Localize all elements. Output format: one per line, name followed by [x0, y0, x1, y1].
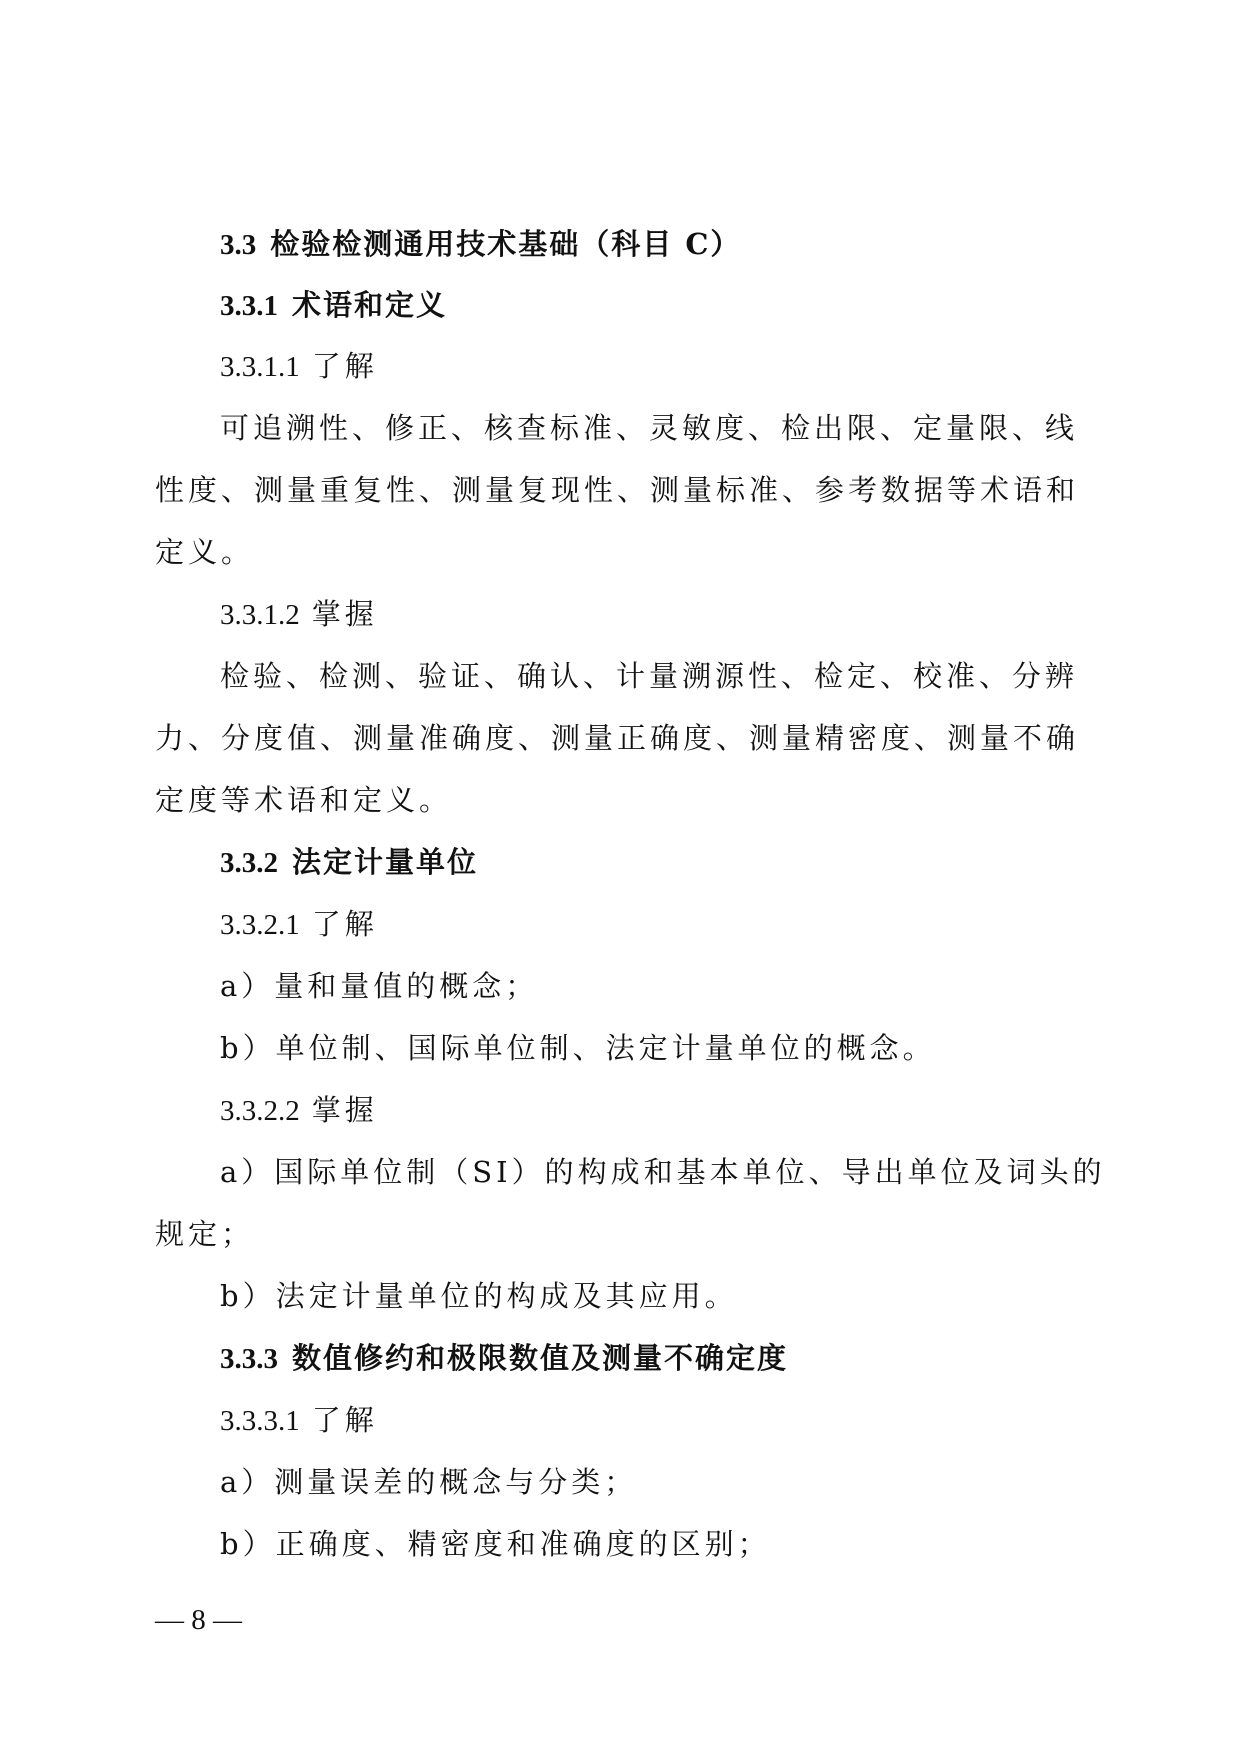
subsection-number: 3.3.3: [220, 1343, 278, 1375]
clause-label: 了解: [311, 907, 378, 941]
clause-label: 掌握: [311, 597, 378, 631]
clause-label: 掌握: [311, 1093, 378, 1127]
clause-heading: [220, 1400, 1150, 1440]
clause-number: 3.3.1.2: [220, 599, 300, 631]
clause-heading: [220, 594, 1150, 634]
paragraph-line: 定义。: [155, 535, 255, 569]
paragraph-line: 力、分度值、测量准确度、测量正确度、测量精密度、测量不确: [155, 721, 1080, 755]
section-heading: [220, 224, 1150, 264]
clause-number: 3.3.3.1: [220, 1405, 300, 1437]
paragraph-line: 可追溯性、修正、核查标准、灵敏度、检出限、定量限、线: [220, 411, 1079, 445]
clause-heading: [220, 1090, 1150, 1130]
subsection-number: 3.3.2: [220, 847, 278, 879]
clause-number: 3.3.2.2: [220, 1095, 300, 1127]
paragraph-line: 检验、检测、验证、确认、计量溯源性、检定、校准、分辨: [220, 659, 1079, 693]
clause-label: 了解: [311, 349, 378, 383]
subsection-heading: [220, 1338, 1150, 1378]
subsection-heading: [220, 285, 1150, 325]
list-item: a）量和量值的概念；: [220, 969, 539, 1003]
page-number: — 8 —: [155, 1604, 242, 1636]
section-heading-text: 检验检测通用技术基础（科目 C）: [270, 227, 742, 261]
subsection-heading: [220, 842, 1150, 882]
list-item-continuation: 规定；: [155, 1217, 255, 1251]
clause-heading: [220, 346, 1150, 386]
list-item: b）正确度、精密度和准确度的区别；: [220, 1527, 771, 1561]
clause-number: 3.3.1.1: [220, 351, 300, 383]
subsection-title: 法定计量单位: [292, 845, 479, 879]
clause-number: 3.3.2.1: [220, 909, 300, 941]
subsection-title: 数值修约和极限数值及测量不确定度: [292, 1341, 789, 1375]
list-item: b）单位制、国际单位制、法定计量单位的概念。: [220, 1031, 936, 1065]
list-item: a）测量误差的概念与分类；: [220, 1465, 638, 1499]
subsection-number: 3.3.1: [220, 290, 278, 322]
section-heading-number: 3.3: [220, 229, 257, 261]
clause-heading: [220, 904, 1150, 944]
list-item: b）法定计量单位的构成及其应用。: [220, 1279, 738, 1313]
paragraph-line: 性度、测量重复性、测量复现性、测量标准、参考数据等术语和: [155, 473, 1080, 507]
paragraph-line: 定度等术语和定义。: [155, 783, 453, 817]
clause-label: 了解: [311, 1403, 378, 1437]
subsection-title: 术语和定义: [292, 288, 448, 322]
list-item: a）国际单位制（SI）的构成和基本单位、导出单位及词头的: [220, 1155, 1106, 1189]
